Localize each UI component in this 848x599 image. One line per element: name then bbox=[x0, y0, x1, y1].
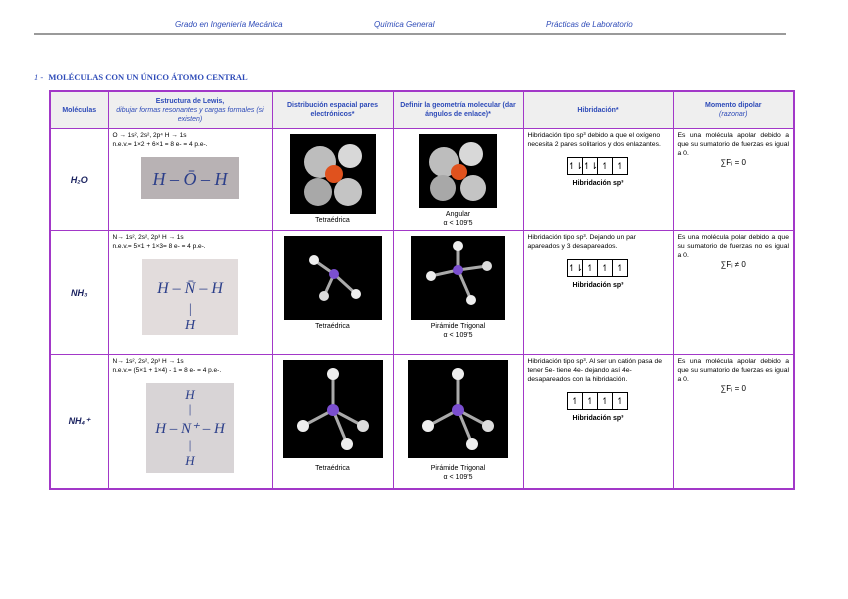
svg-text:H: H bbox=[185, 453, 195, 468]
distribution-cell bbox=[272, 355, 393, 489]
molecule-name: NH₃ bbox=[50, 231, 108, 355]
hybridization-text: Hibridación tipo sp³. Dejando un par apareados y 3 desapareados. bbox=[527, 234, 636, 250]
svg-text:H: H bbox=[185, 387, 195, 402]
distribution-label: Tetraédrica bbox=[315, 217, 350, 224]
tetrahedral-model-image bbox=[290, 134, 376, 214]
lewis-config: N→ 1s², 2s², 2p³ H → 1s bbox=[112, 234, 184, 241]
svg-text:|: | bbox=[188, 401, 192, 416]
distribution-cell bbox=[272, 231, 393, 355]
lewis-calc: n.e.v.= 1×2 + 6×1 = 8 e- = 4 p.e-. bbox=[112, 141, 208, 148]
svg-text:H: H bbox=[184, 318, 196, 333]
lewis-calc: n.e.v.= 5×1 + 1×3= 8 e- = 4 p.e-. bbox=[112, 243, 206, 250]
dipole-text: Es una molécula apolar debido a que su sumatorio de fuerzas es igual a 0. bbox=[677, 358, 789, 383]
geometry-cell bbox=[393, 231, 523, 355]
hybridization-label: Hibridación sp³ bbox=[572, 282, 624, 289]
geometry-label: Pirámide Trigonal bbox=[430, 465, 486, 472]
dipole-equation: ∑Fᵢ ≠ 0 bbox=[720, 260, 746, 269]
col-molecules: Moléculas bbox=[50, 91, 108, 129]
hybridization-label: Hibridación sp³ bbox=[572, 415, 624, 422]
bond-angle: α < 109'5 bbox=[443, 220, 473, 227]
lewis-cell bbox=[108, 231, 272, 355]
trigonal-pyramid-model-image bbox=[408, 360, 508, 458]
lewis-cell bbox=[108, 129, 272, 231]
dipole-text: Es una molécula polar debido a que su sumatorio de fuerzas no es igual a 0. bbox=[677, 234, 789, 259]
bond-angle: α < 109'5 bbox=[443, 332, 473, 339]
lewis-drawing bbox=[141, 157, 239, 199]
hybridization-cell bbox=[523, 355, 673, 489]
col-hybridization: Hibridación* bbox=[523, 91, 673, 129]
tetrahedral-model-image bbox=[283, 360, 383, 458]
molecules-table bbox=[49, 90, 795, 490]
angular-model-image bbox=[419, 134, 497, 208]
section-title-text: MOLÉCULAS CON UN ÚNICO ÁTOMO CENTRAL bbox=[48, 72, 248, 82]
lewis-calc: n.e.v.= (5×1 + 1×4) - 1 = 8 e- = 4 p.e-. bbox=[112, 367, 222, 374]
svg-text:|: | bbox=[188, 302, 192, 317]
hybridization-text: Hibridación tipo sp³. Al ser un catión pasa de tener 5e- tiene 4e- dejando así 4e- desapareados con la hibridación. bbox=[527, 358, 663, 383]
page-header bbox=[0, 20, 848, 34]
svg-text:H – N⁺ – H: H – N⁺ – H bbox=[155, 421, 225, 437]
table-row bbox=[50, 231, 794, 355]
distribution-label: Tetraédrica bbox=[315, 465, 350, 472]
dipole-equation: ∑Fᵢ = 0 bbox=[720, 384, 746, 393]
tetrahedral-model-image bbox=[284, 236, 382, 320]
col-dipole: Momento dipolar (razonar) bbox=[673, 91, 794, 129]
col-lewis: Estructura de Lewis, dibujar formas resonantes y cargas formales (si existen) bbox=[108, 91, 272, 129]
table-row bbox=[50, 355, 794, 489]
svg-text:H – Ō – H: H – Ō – H bbox=[152, 169, 228, 189]
geometry-cell bbox=[393, 355, 523, 489]
lewis-cell bbox=[108, 355, 272, 489]
dipole-cell bbox=[673, 231, 794, 355]
table-row bbox=[50, 129, 794, 231]
distribution-label: Tetraédrica bbox=[315, 323, 350, 330]
molecule-name: NH₄⁺ bbox=[50, 355, 108, 489]
orbital-boxes: ↿ ↿ ↿ ↿ bbox=[528, 392, 669, 410]
section-title bbox=[34, 72, 248, 82]
col-distribution: Distribución espacial pares electrónicos* bbox=[272, 91, 393, 129]
hybridization-cell bbox=[523, 129, 673, 231]
orbital-boxes: ↿⇂ ↿ ↿ ↿ bbox=[528, 259, 669, 277]
distribution-cell bbox=[272, 129, 393, 231]
header-divider bbox=[34, 33, 786, 35]
hybridization-label: Hibridación sp³ bbox=[572, 180, 624, 187]
dipole-cell bbox=[673, 355, 794, 489]
header-practices: Prácticas de Laboratorio bbox=[546, 20, 633, 29]
svg-text:|: | bbox=[188, 437, 192, 452]
geometry-cell bbox=[393, 129, 523, 231]
orbital-boxes: ↿⇂ ↿⇂ ↿ ↿ bbox=[528, 157, 669, 175]
bond-angle: α < 109'5 bbox=[443, 474, 473, 481]
svg-text:H – N̄ – H: H – N̄ – H bbox=[157, 280, 223, 297]
geometry-label: Pirámide Trigonal bbox=[430, 323, 486, 330]
molecule-name: H₂O bbox=[50, 129, 108, 231]
dipole-cell bbox=[673, 129, 794, 231]
lewis-drawing bbox=[146, 383, 234, 473]
section-number: 1 - bbox=[34, 72, 44, 82]
dipole-text: Es una molécula apolar debido a que su sumatorio de fuerzas es igual a 0. bbox=[677, 132, 789, 157]
dipole-equation: ∑Fᵢ = 0 bbox=[720, 158, 746, 167]
header-degree: Grado en Ingeniería Mecánica bbox=[175, 20, 283, 29]
lewis-config: N→ 1s², 2s², 2p³ H → 1s bbox=[112, 358, 184, 365]
header-course: Química General bbox=[374, 20, 435, 29]
lewis-drawing bbox=[142, 259, 238, 335]
hybridization-text: Hibridación tipo sp³ debido a que el oxígeno necesita 2 pares solitarios y dos enlazantes. bbox=[527, 132, 661, 148]
col-geometry: Definir la geometría molecular (dar ángulos de enlace)* bbox=[393, 91, 523, 129]
geometry-label: Angular bbox=[445, 211, 471, 218]
trigonal-pyramid-model-image bbox=[411, 236, 505, 320]
table-header-row bbox=[50, 91, 794, 129]
lewis-config: O → 1s², 2s², 2p⁴ H → 1s bbox=[112, 132, 187, 139]
hybridization-cell bbox=[523, 231, 673, 355]
